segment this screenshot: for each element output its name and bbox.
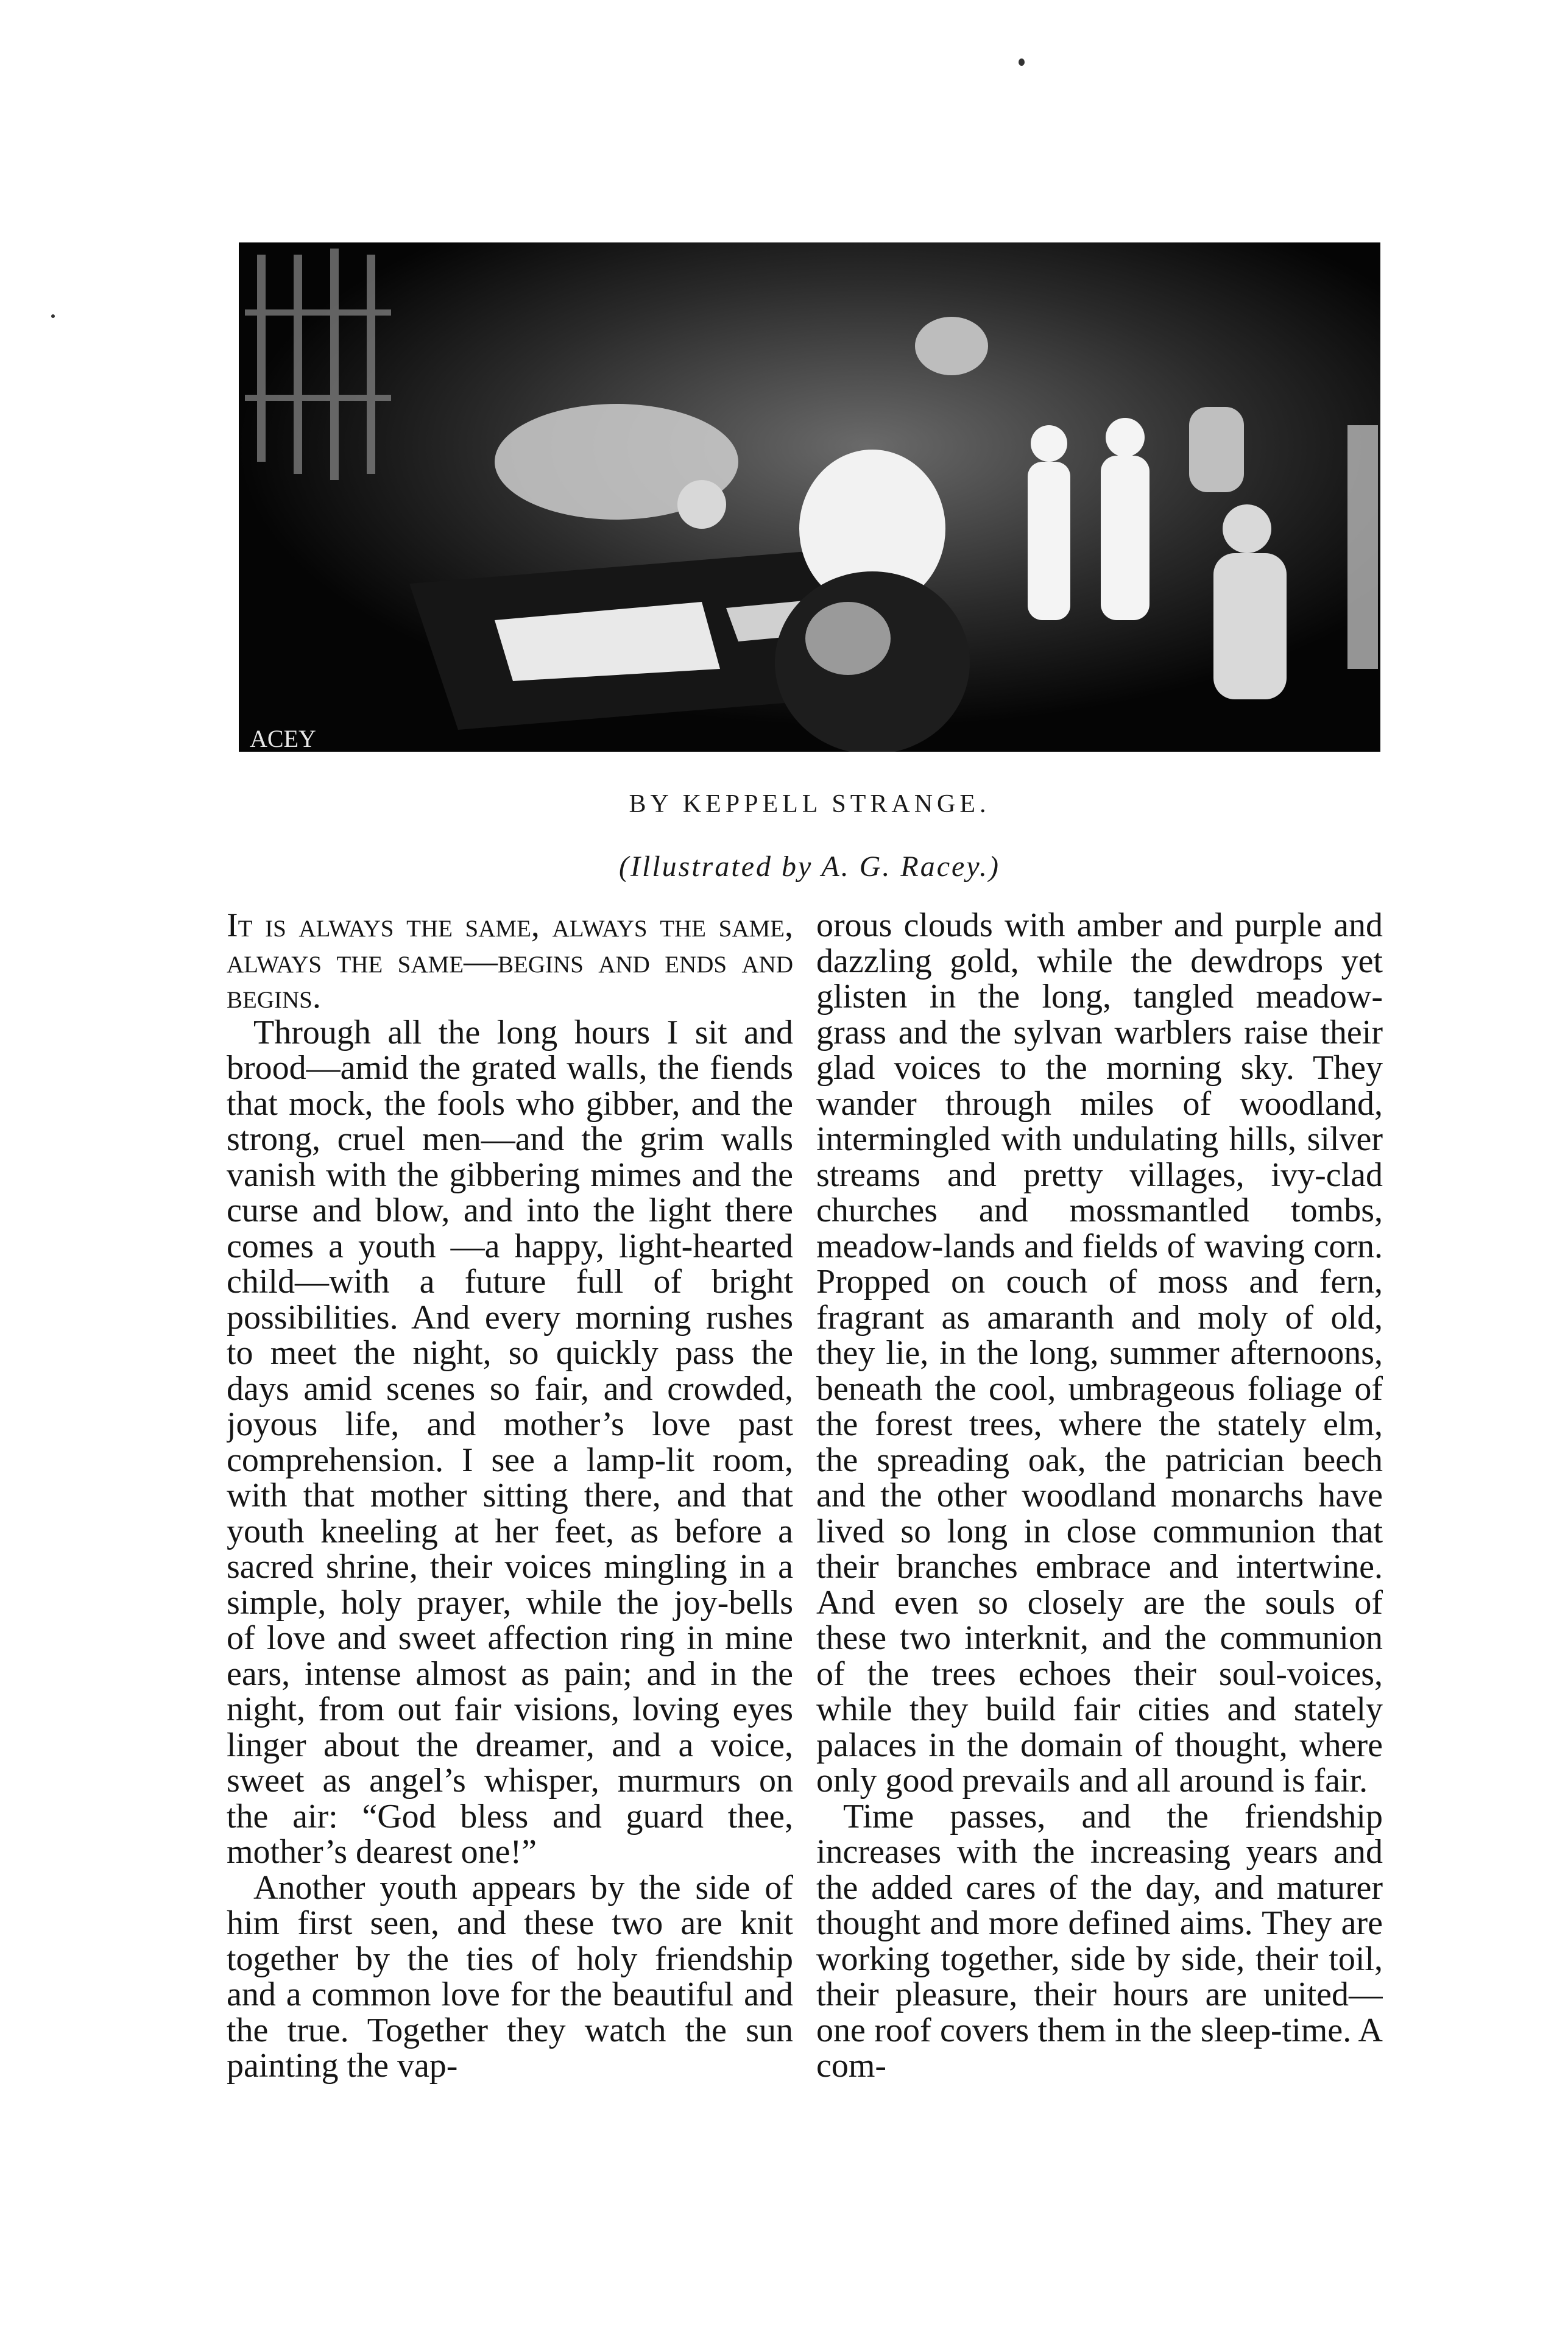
illustration [239,242,1380,752]
illustration-scene [239,242,1380,752]
illustration-credit: (Illustrated by A. G. Racey.) [619,850,1000,883]
ink-speck [1019,58,1025,66]
paragraph: Through all the long hours I sit and brood—amid the grated walls, the fiends that mock, the fools who gibber, and the strong, cruel men—and the grim walls vanish with the gibbering mimes and the curse and blow, and into the light there comes a youth —a happy, light-hearted child—with a future full of bright possibilities. And every morning rushes to meet the night, so quickly pass the days amid scenes so fair, and crowded, joyous life, and mother’s love past comprehension. I see a lamp-lit room, with that mother sitting there, and that youth kneeling at her feet, as before a sacred shrine, their voices mingling in a simple, holy prayer, while the joy-bells of love and sweet affection ring in mine ears, intense almost as pain; and in the night, from out fair visions, loving eyes linger about the dreamer, and a voice, sweet as angel’s whisper, murmurs on the air: “God bless and guard thee, mother’s dearest one!” [227,1013,793,1871]
text-column-left [227,908,793,2199]
paragraph: It is always the same, always the same, always the same—begins and ends and begins. [227,908,793,1016]
paragraph: Time passes, and the friendship increases with the increasing years and the added cares of the day, and maturer thought and more defined aims. They are working together, side by side, their toil, their pleasure, their hours are united—one roof covers them in the sleep-time. A com- [816,1797,1383,2085]
illustrator-signature: ACEY [250,725,316,752]
paragraph: Another youth appears by the side of him first seen, and these two are knit together by the ties of holy friendship and a common love for the beautiful and the true. Together they watch the sun painting the vap- [227,1868,793,2085]
ink-speck [51,314,55,318]
byline: BY KEPPELL STRANGE. [629,790,991,818]
text-column-right [816,908,1383,2199]
paragraph: orous clouds with amber and purple and dazzling gold, while the dewdrops yet glisten in the long, tangled meadow-grass and the sylvan warblers raise their glad voices to the morning sky. They wander through miles of woodland, intermingled with undulating hills, silver streams and pretty villages, ivy-clad churches and mossmantled tombs, meadow-lands and fields of waving corn. Propped on couch of moss and fern, fragrant as amaranth and moly of old, they lie, in the long, summer afternoons, beneath the cool, umbrageous foliage of the forest trees, where the stately elm, the spreading oak, the patrician beech and the other woodland monarchs have lived so long in close communion that their branches embrace and intertwine. And even so closely are the souls of these two interknit, and the communion of the trees echoes their soul-voices, while they build fair cities and stately palaces in the domain of thought, where only good prevails and all around is fair. [816,908,1383,1800]
lamp [915,317,988,375]
